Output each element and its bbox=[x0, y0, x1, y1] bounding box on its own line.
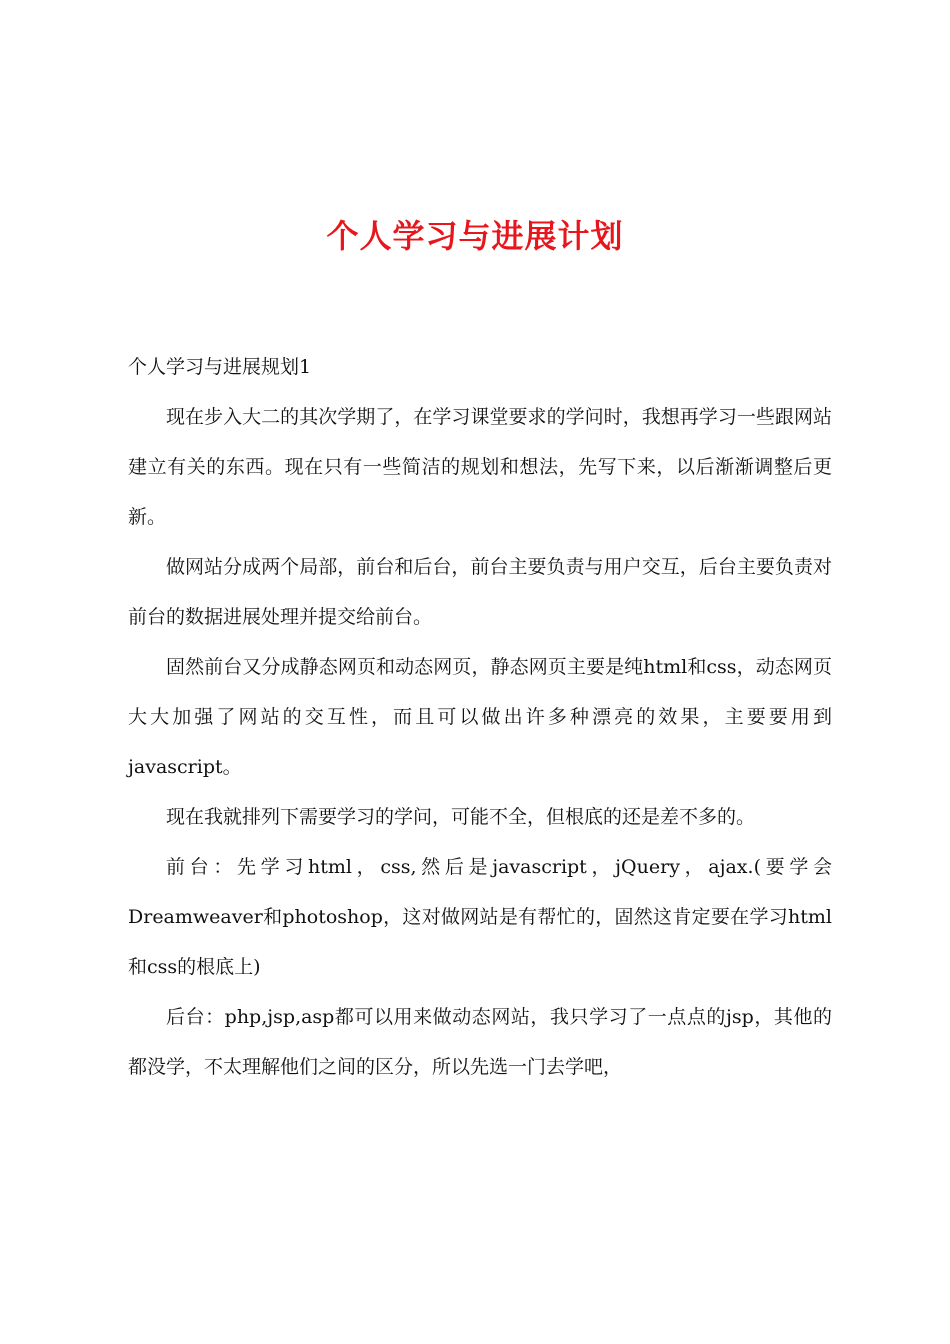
paragraph: 前台：先学习html，css,然后是javascript，jQuery，ajax.(要学会Dreamweaver和photoshop，这对做网站是有帮忙的，固然这肯定要在学习html和css的根底上) bbox=[128, 856, 832, 978]
paragraph: 后台：php,jsp,asp都可以用来做动态网站，我只学习了一点点的jsp，其他的都没学，不太理解他们之间的区分，所以先选一门去学吧， bbox=[128, 1006, 832, 1078]
paragraph: 固然前台又分成静态网页和动态网页，静态网页主要是纯html和css，动态网页大大加强了网站的交互性，而且可以做出许多种漂亮的效果，主要要用到javascript。 bbox=[128, 656, 832, 778]
paragraph: 现在我就排列下需要学习的学问，可能不全，但根底的还是差不多的。 bbox=[166, 806, 756, 828]
paragraph: 做网站分成两个局部，前台和后台，前台主要负责与用户交互，后台主要负责对前台的数据进展处理并提交给前台。 bbox=[128, 556, 832, 628]
document-title: 个人学习与进展计划 bbox=[326, 217, 624, 255]
section-heading: 个人学习与进展规划1 bbox=[128, 356, 312, 378]
document-body bbox=[128, 342, 832, 1092]
paragraph: 现在步入大二的其次学期了，在学习课堂要求的学问时，我想再学习一些跟网站建立有关的东西。现在只有一些简洁的规划和想法，先写下来，以后渐渐调整后更新。 bbox=[128, 406, 832, 528]
